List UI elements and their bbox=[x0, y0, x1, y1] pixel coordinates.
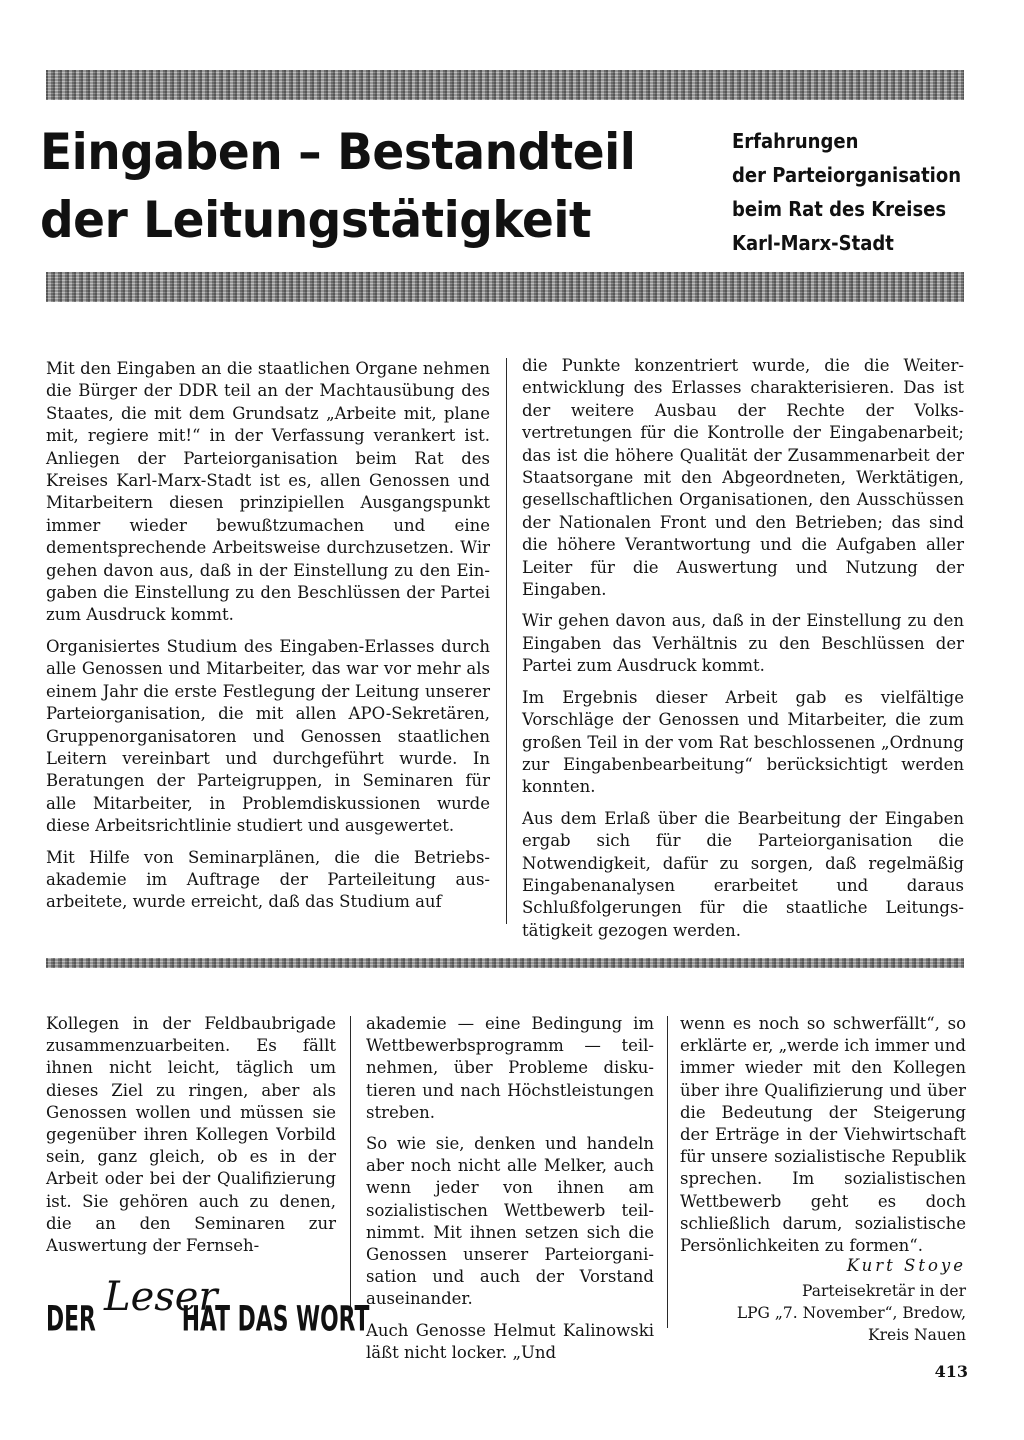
article-subheading bbox=[732, 124, 966, 260]
headline-line-2: der Leitungstätigkeit bbox=[40, 191, 591, 249]
der-leser-hat-das-wort-logo bbox=[46, 1268, 370, 1339]
letter-column-2 bbox=[366, 1013, 654, 1373]
page-number: 413 bbox=[934, 1362, 968, 1381]
subheading-line: der Parteiorganisation bbox=[732, 163, 962, 187]
section-divider-rule bbox=[46, 958, 964, 968]
paragraph: akademie — eine Bedingung im Wettbewerbsprogramm — teilnehmen, über Probleme diskutieren und nach Höchstleistungen streben. bbox=[366, 1014, 654, 1122]
letter-column-3 bbox=[680, 1013, 966, 1266]
column-divider bbox=[506, 358, 507, 924]
logo-word-leser: Leser bbox=[104, 1274, 218, 1320]
author-name: Kurt Stoye bbox=[846, 1256, 966, 1275]
headline-line-1: Eingaben – Bestandteil bbox=[40, 123, 636, 181]
paragraph: So wie sie, denken und handeln aber noch nicht alle Melker, auch wenn jeder von ihnen am sozialistischen Wettbewerb teilnimmt. Mit ihnen setzen sich die Genossen unserer Parteiorganisation und auch der Vorstand auseinander. bbox=[366, 1134, 654, 1309]
paragraph: Wir gehen davon aus, daß in der Einstellung zu den Eingaben das Verhältnis zu den Beschlüssen der Partei zum Ausdruck kommt. bbox=[522, 611, 964, 676]
paragraph: wenn es noch so schwerfällt“, so erklärte er, „werde ich immer und immer wieder mit den Kollegen über ihre Qualifizierung und über die Bedeutung der Steigerung der Erträge in der Viehwirtschaft für unsere sozialistische Republik sprechen. Im sozialistischen Wettbewerb geht es doch schließlich darum, sozialistische Persönlichkeiten zu formen“. bbox=[680, 1014, 966, 1256]
article-column-1 bbox=[46, 358, 490, 923]
paragraph: Auch Genosse Helmut Kalinowski läßt nicht locker. „Und bbox=[366, 1320, 654, 1362]
logo-graphic bbox=[46, 1268, 370, 1339]
author-organization: LPG „7. November“, Bredow, bbox=[736, 1304, 966, 1322]
column-divider bbox=[667, 1016, 668, 1328]
logo-word-der: DER bbox=[46, 1298, 96, 1339]
paragraph: die Punkte konzentriert wurde, die die Weiterentwicklung des Erlasses charakterisieren. Das ist der weitere Ausbau der Rechte der Volksvertretungen für die Kontrolle der Eingabenarbeit; das ist die höhere Qualität der Zusammenarbeit der Staatsorgane mit den Abgeordneten, Werktätigen, gesellschaftlichen Organisationen, den Ausschüssen der Nationalen Front und den Betrieben; das sind die höhere Verantwortung und die Aufgaben aller Leiter für die Auswertung und Nutzung der Eingaben. bbox=[522, 356, 964, 600]
logo-word-hat-das-wort: HAT DAS WORT bbox=[181, 1298, 370, 1339]
author-district: Kreis Nauen bbox=[868, 1326, 966, 1344]
column-divider bbox=[350, 1016, 351, 1328]
paragraph: Organisiertes Studium des Eingaben-Erlasses durch alle Genossen und Mitarbeiter, das war vor mehr als einem Jahr die erste Festlegung der Leitung unserer Parteiorganisation, die mit allen APO-Sekretären, Gruppenorganisatoren und Genossen staatlichen Leitern vereinbart und durchgeführt wurde. In Beratungen der Parteigruppen, in Seminaren für alle Mitarbeiter, in Problemdiskussionen wurde diese Arbeitsrichtlinie studiert und ausgewertet. bbox=[46, 636, 490, 836]
headline-bottom-rule bbox=[46, 272, 964, 302]
paragraph: Mit Hilfe von Seminarplänen, die die Betriebsakademie im Auftrage der Parteileitung ausarbeitete, wurde erreicht, daß das Studium auf bbox=[46, 847, 490, 912]
paragraph: Kollegen in der Feldbaubrigade zusammenzuarbeiten. Es fällt ihnen nicht leicht, täglich um dieses Ziel zu ringen, aber als Genossen wollen und müssen sie gegenüber ihren Kollegen Vorbild sein, ganz gleich, ob es in der Arbeit oder bei der Qualifizierung ist. Sie gehören auch zu denen, die an den Seminaren zur Auswertung der Fernseh- bbox=[46, 1014, 336, 1256]
author-role: Parteisekretär in der bbox=[801, 1282, 966, 1300]
subheading-line: Karl-Marx-Stadt bbox=[732, 231, 894, 255]
top-rule bbox=[46, 70, 964, 100]
paragraph: Aus dem Erlaß über die Bearbeitung der Eingaben ergab sich für die Parteiorganisation die Notwendigkeit, dafür zu sorgen, daß regelmäßig Eingabenanalysen erarbeitet und daraus Schlußfolgerungen für die staatliche Leitungstätigkeit gezogen werden. bbox=[522, 808, 964, 940]
paragraph: Im Ergebnis dieser Arbeit gab es vielfältige Vorschläge der Genossen und Mitarbeiter, die zum großen Teil in der vom Rat beschlossenen „Ordnung zur Eingabenbearbeitung“ berücksichtigt werden konnten. bbox=[522, 687, 964, 797]
subheading-line: Erfahrungen bbox=[732, 129, 859, 153]
subheading-line: beim Rat des Kreises bbox=[732, 197, 947, 221]
article-headline bbox=[40, 118, 679, 254]
article-column-2 bbox=[522, 355, 964, 951]
paragraph: Mit den Eingaben an die staatlichen Organe nehmen die Bürger der DDR teil an der Machtausübung des Staates, die mit dem Grundsatz „Arbeite mit, plane mit, regiere mit!“ in der Verfassung verankert ist. Anliegen der Parteiorganisation beim Rat des Kreises Karl-Marx-Stadt ist es, allen Genossen und Mitarbeitern diesen prinzipiellen Ausgangspunkt immer wieder bewußtzumachen und eine dementsprechende Arbeitsweise durchzusetzen. Wir gehen davon aus, daß in der Einstellung zu den Eingaben die Einstellung zu den Beschlüssen der Partei zum Ausdruck kommt. bbox=[46, 359, 490, 625]
letter-column-1 bbox=[46, 1013, 336, 1266]
